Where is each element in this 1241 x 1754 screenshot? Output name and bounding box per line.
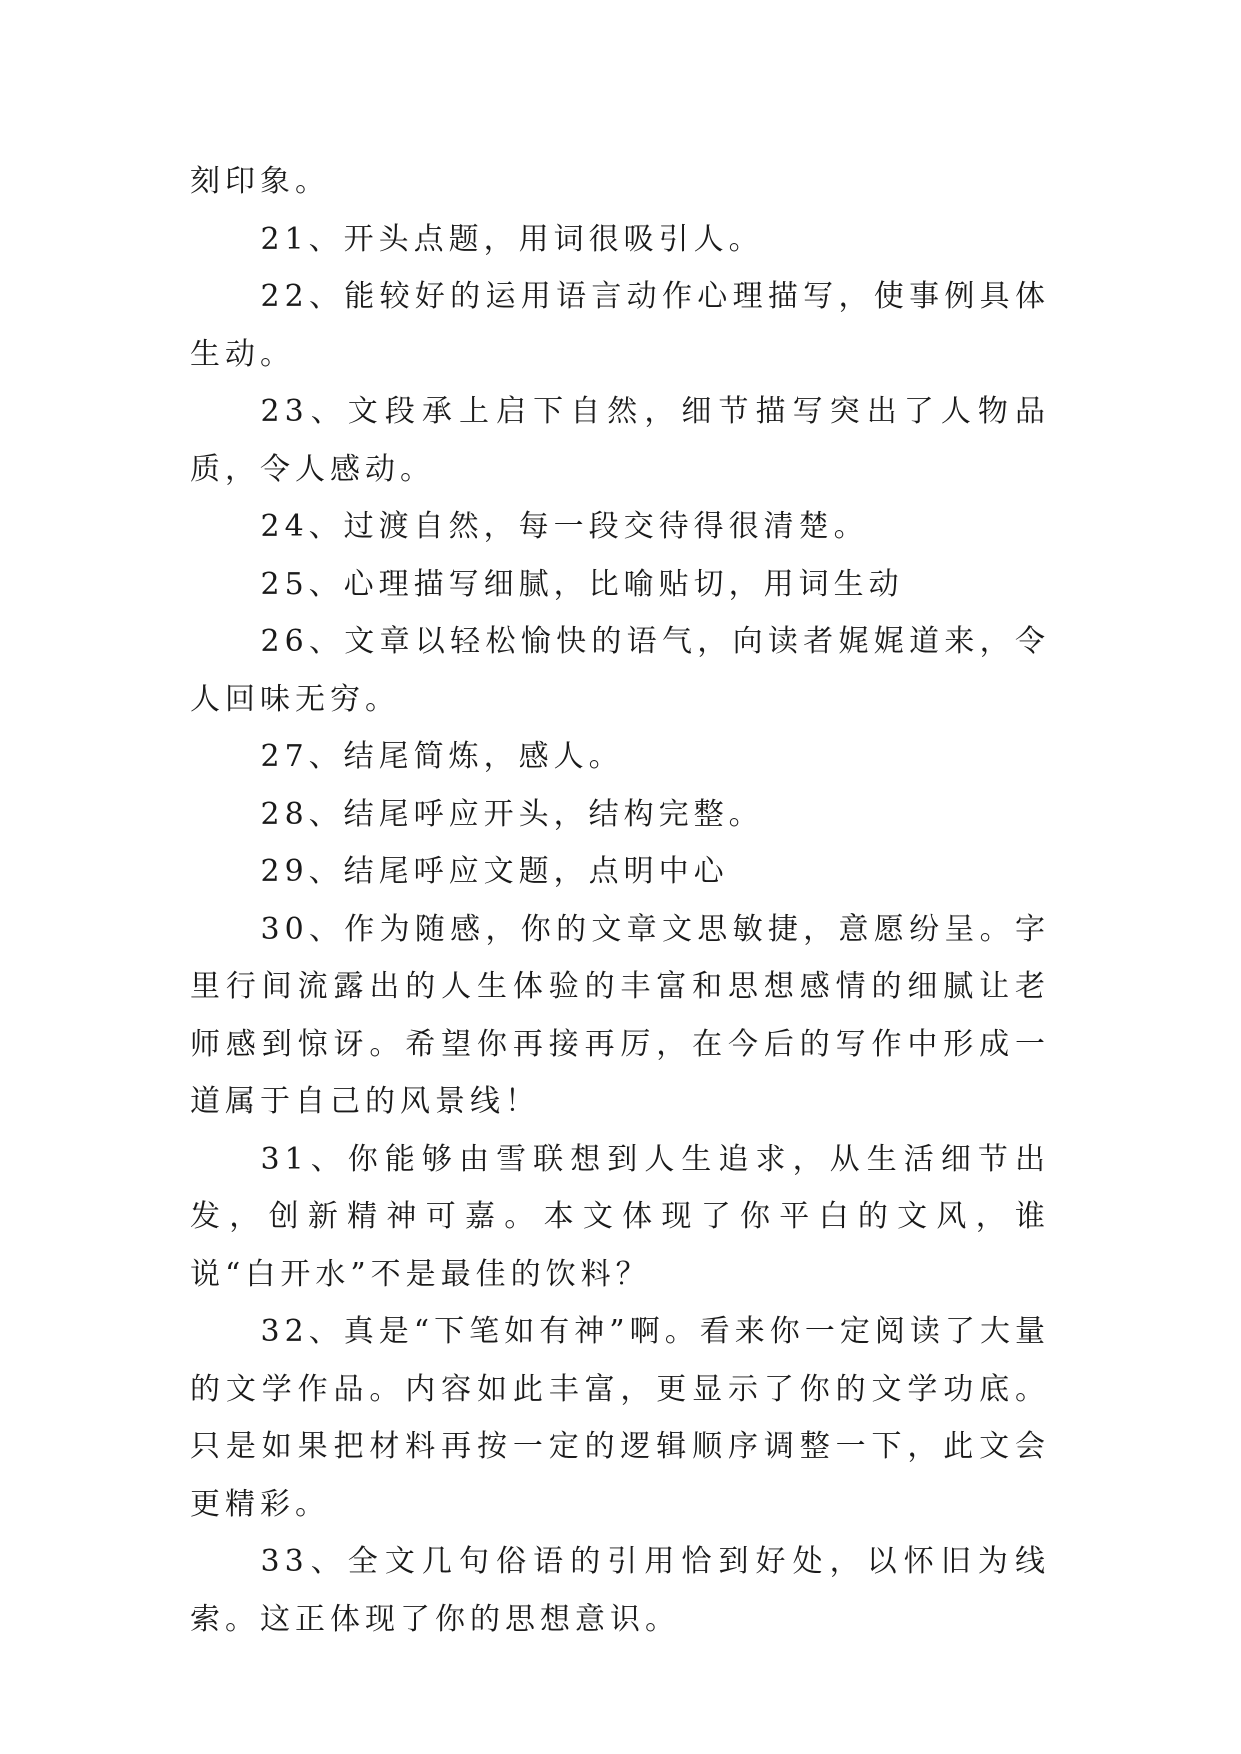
paragraph-30: 30、作为随感，你的文章文思敏捷，意愿纷呈。字里行间流露出的人生体验的丰富和思想感情的细腻让老师感到惊讶。希望你再接再厉，在今后的写作中形成一道属于自己的风景线！ <box>190 911 1050 1119</box>
paragraph-22: 22、能较好的运用语言动作心理描写，使事例具体生动。 <box>190 279 1050 372</box>
paragraph-21: 21、开头点题，用词很吸引人。 <box>260 221 764 257</box>
document-body <box>190 153 1050 1648</box>
paragraph-32: 32、真是“下笔如有神”啊。看来你一定阅读了大量的文学作品。内容如此丰富，更显示了你的文学功底。只是如果把材料再按一定的逻辑顺序调整一下，此文会更精彩。 <box>190 1314 1050 1522</box>
paragraph-24: 24、过渡自然，每一段交待得很清楚。 <box>260 509 869 544</box>
paragraph-31: 31、你能够由雪联想到人生追求，从生活细节出发，创新精神可嘉。本文体现了你平白的文风，谁说“白开水”不是最佳的饮料？ <box>190 1141 1050 1292</box>
paragraph-27: 27、结尾简炼，感人。 <box>260 739 624 774</box>
paragraph-26: 26、文章以轻松愉快的语气，向读者娓娓道来，令人回味无穷。 <box>190 624 1050 717</box>
paragraph-25: 25、心理描写细腻，比喻贴切，用词生动 <box>260 566 904 602</box>
paragraph-33: 33、全文几句俗语的引用恰到好处，以怀旧为线索。这正体现了你的思想意识。 <box>190 1544 1050 1637</box>
paragraph-continuation: 刻印象。 <box>190 164 330 199</box>
paragraph-28: 28、结尾呼应开头，结构完整。 <box>260 796 764 832</box>
paragraph-23: 23、文段承上启下自然，细节描写突出了人物品质，令人感动。 <box>190 394 1050 487</box>
paragraph-29: 29、结尾呼应文题，点明中心 <box>260 854 729 889</box>
